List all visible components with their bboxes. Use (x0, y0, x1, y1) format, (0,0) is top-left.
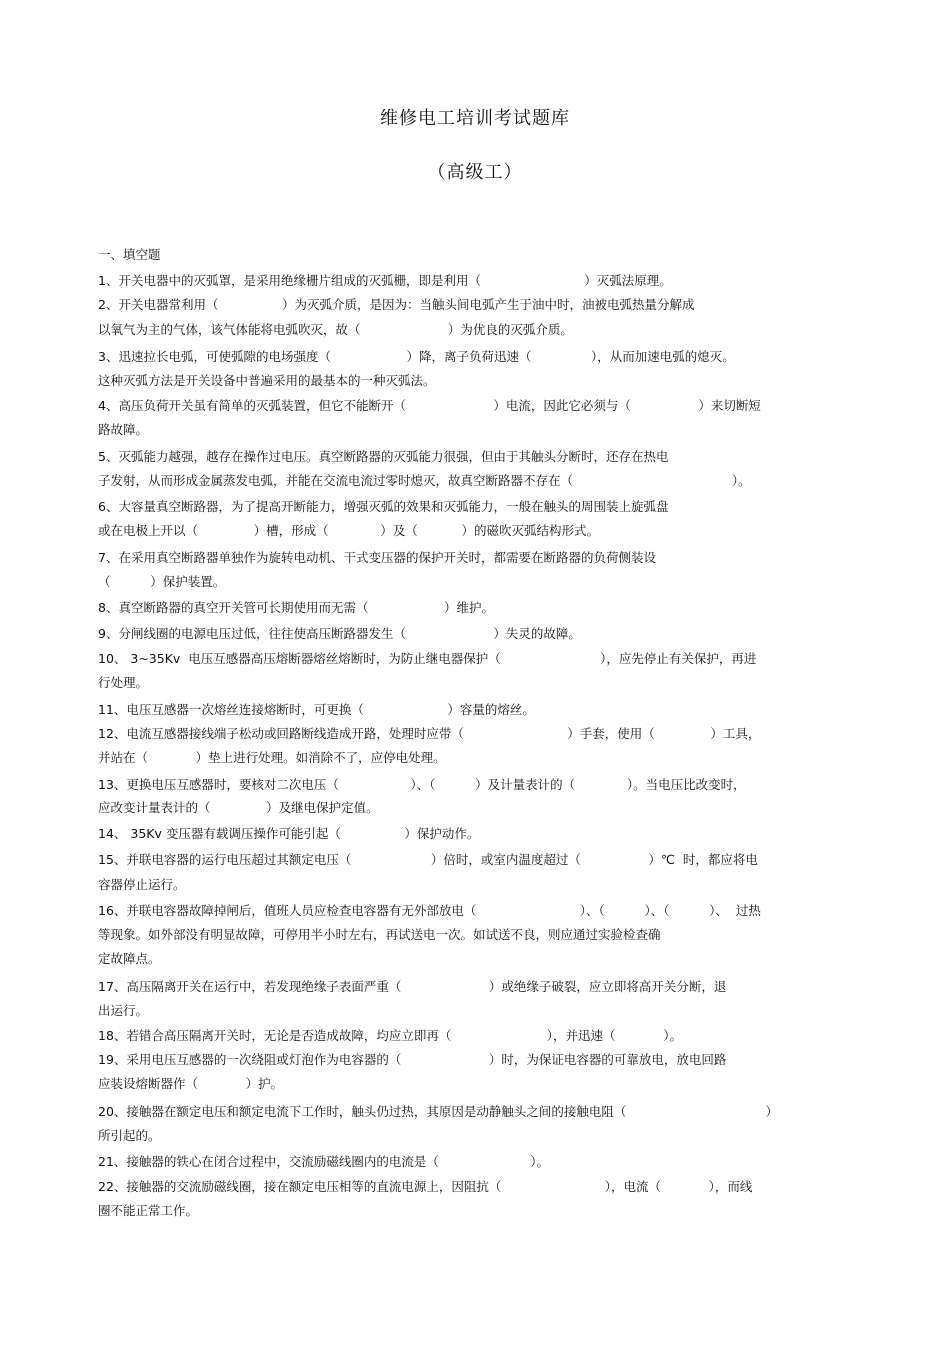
question-line: 出运行。 (98, 1003, 149, 1018)
question-line: 行处理。 (98, 675, 149, 690)
section-heading: 一、填空题 (98, 247, 161, 262)
question-line: 15、并联电容器的运行电压超过其额定电压（ ）倍时，或室内温度超过（ ）℃ 时，都应将电 (98, 852, 758, 867)
question-line: 21、接触器的铁心在闭合过程中，交流励磁线圈内的电流是（ ）。 (98, 1154, 550, 1169)
question-line: 22、接触器的交流励磁线圈，接在额定电压相等的直流电源上，因阻抗（ ），电流（ ），而线 (98, 1179, 753, 1194)
question-line: 19、采用电压互感器的一次绕阻或灯泡作为电容器的（ ）时，为保证电容器的可靠放电，放电回路 (98, 1052, 727, 1067)
question-line: 6、大容量真空断路器，为了提高开断能力，增强灭弧的效果和灭弧能力，一般在触头的周围装上旋弧盘 (98, 499, 669, 514)
question-line: 所引起的。 (98, 1128, 161, 1143)
question-line: （ ）保护装置。 (98, 574, 226, 589)
question-line: 应装设熔断器作（ ）护。 (98, 1076, 284, 1091)
question-line: 17、高压隔离开关在运行中，若发现绝缘子表面严重（ ）或绝缘子破裂，应立即将高开关分断，退 (98, 979, 727, 994)
question-line: 16、并联电容器故障掉闸后，值班人员应检查电容器有无外部放电（ ）、（ ）、（ ）、 过热 (98, 903, 761, 918)
question-line: 定故障点。 (98, 951, 161, 966)
question-line: 1、开关电器中的灭弧罩，是采用绝缘栅片组成的灭弧栅，即是利用（ ）灭弧法原理。 (98, 273, 672, 288)
question-line: 3、迅速拉长电弧，可使弧隙的电场强度（ ）降，离子负荷迅速（ ），从而加速电弧的熄灭。 (98, 349, 735, 364)
question-line: 2、开关电器常利用（ ）为灭弧介质，是因为：当触头间电弧产生于油中时，油被电弧热量分解成 (98, 297, 695, 312)
document-subtitle: （高级工） (427, 162, 523, 183)
question-line: 12、电流互感器接线端子松动或回路断线造成开路，处理时应带（ ）手套，使用（ ）工具， (98, 726, 761, 741)
question-line: 7、在采用真空断路器单独作为旋转电动机、干式变压器的保护开关时，都需要在断路器的负荷侧装设 (98, 550, 656, 565)
question-line: 11、电压互感器一次熔丝连接熔断时，可更换（ ）容量的熔丝。 (98, 702, 535, 717)
question-line: 13、更换电压互感器时，要核对二次电压（ ）、（ ）及计量表计的（ ）。当电压比改变时， (98, 777, 746, 792)
question-line: 9、分闸线圈的电源电压过低，往往使高压断路器发生（ ）失灵的故障。 (98, 626, 581, 641)
question-line: 圈不能正常工作。 (98, 1203, 199, 1218)
question-line: 14、 35Kv 变压器有载调压操作可能引起（ ）保护动作。 (98, 826, 480, 841)
question-line: 应改变计量表计的（ ）及继电保护定值。 (98, 800, 379, 815)
document-title: 维修电工培训考试题库 (380, 108, 570, 129)
question-line: 18、若错合高压隔离开关时，无论是否造成故障，均应立即再（ ），并迅速（ ）。 (98, 1028, 682, 1043)
question-line: 容器停止运行。 (98, 877, 186, 892)
question-line: 这种灭弧方法是开关设备中普遍采用的最基本的一种灭弧法。 (98, 373, 436, 388)
question-line: 以氧气为主的气体，该气体能将电弧吹灭，故（ ）为优良的灭弧介质。 (98, 322, 573, 337)
question-line: 4、高压负荷开关虽有简单的灭弧装置，但它不能断开（ ）电流，因此它必须与（ ）来切断短 (98, 398, 761, 413)
question-line: 子发射，从而形成金属蒸发电弧，并能在交流电流过零时熄灭，故真空断路器不存在（ ）。 (98, 473, 751, 488)
question-line: 或在电极上开以（ ）槽，形成（ ）及（ ）的磁吹灭弧结构形式。 (98, 523, 599, 538)
question-line: 等现象。如外部没有明显故障，可停用半小时左右，再试送电一次。如试送不良，则应通过实验检查确 (98, 927, 661, 942)
question-line: 8、真空断路器的真空开关管可长期使用而无需（ ）维护。 (98, 600, 494, 615)
question-line: 并站在（ ）垫上进行处理。如消除不了，应停电处理。 (98, 750, 446, 765)
question-line: 20、接触器在额定电压和额定电流下工作时，触头仍过热，其原因是动静触头之间的接触电阻（ ） (98, 1104, 778, 1119)
question-line: 路故障。 (98, 422, 149, 437)
question-line: 10、 3~35Kv 电压互感器高压熔断器熔丝熔断时，为防止继电器保护（ ），应先停止有关保护，再进 (98, 651, 757, 666)
question-line: 5、灭弧能力越强，越存在操作过电压。真空断路器的灭弧能力很强，但由于其触头分断时，还存在热电 (98, 449, 669, 464)
